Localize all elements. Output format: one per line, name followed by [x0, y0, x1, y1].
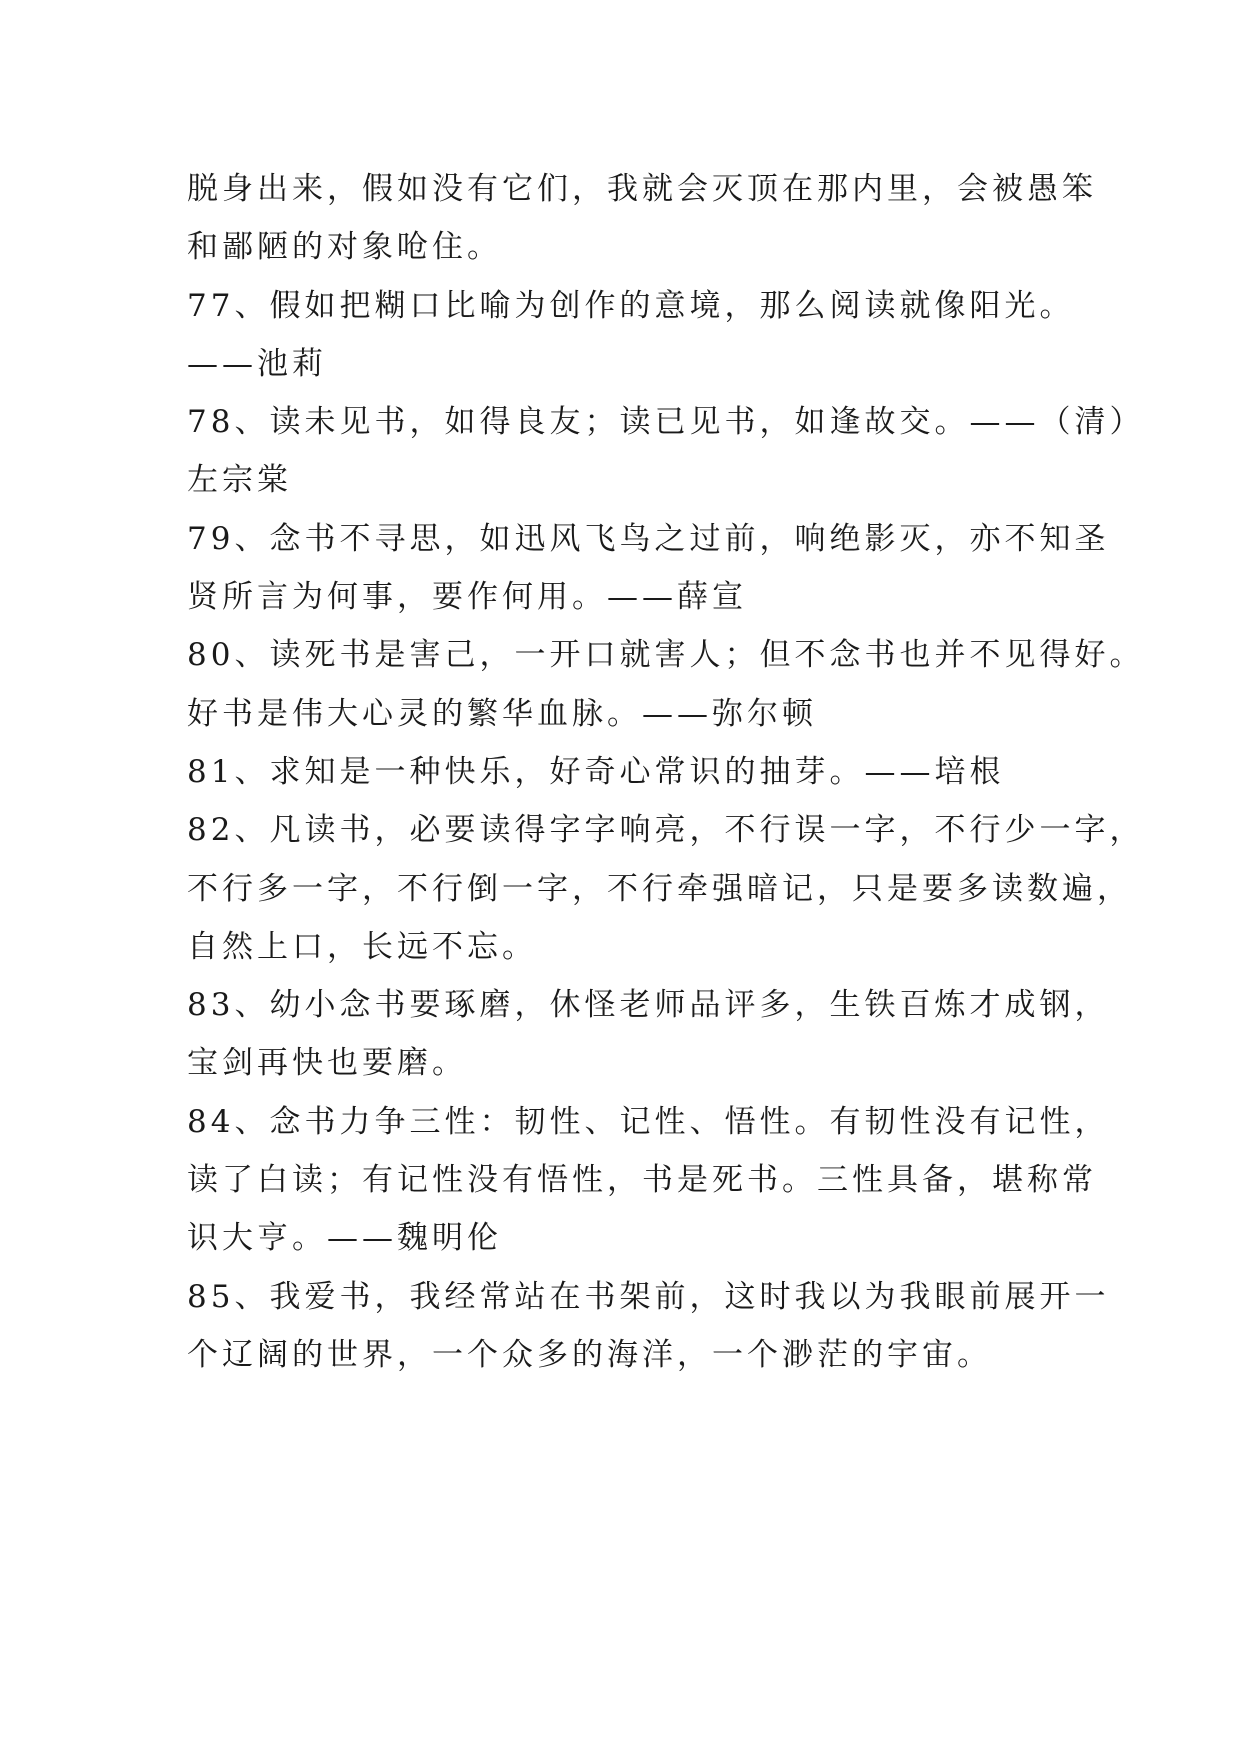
text-line: 脱身出来，假如没有它们，我就会灭顶在那内里，会被愚笨	[187, 171, 1097, 207]
text-line: 左宗棠	[187, 462, 292, 499]
text-line: 80、读死书是害己，一开口就害人；但不念书也并不见得好。	[187, 637, 1145, 674]
text-line: 不行多一字，不行倒一字，不行牵强暗记，只是要多读数遍，	[187, 870, 1132, 907]
text-line: 82、凡读书，必要读得字字响亮，不行误一字，不行少一字，	[187, 812, 1145, 849]
text-line: 识大亨。——魏明伦	[187, 1220, 502, 1257]
text-line: 85、我爱书，我经常站在书架前，这时我以为我眼前展开一	[187, 1278, 1110, 1315]
text-line: 84、念书力争三性：韧性、记性、悟性。有韧性没有记性，	[187, 1103, 1110, 1140]
text-line: 78、读未见书，如得良友；读已见书，如逢故交。——（清）	[187, 404, 1145, 441]
text-line: 好书是伟大心灵的繁华血脉。——弥尔顿	[187, 695, 817, 732]
text-line: 81、求知是一种快乐，好奇心常识的抽芽。——培根	[187, 753, 1005, 790]
text-line: 79、念书不寻思，如迅风飞鸟之过前，响绝影灭，亦不知圣	[187, 520, 1110, 557]
text-line: 和鄙陋的对象呛住。	[187, 229, 502, 266]
text-line: 贤所言为何事，要作何用。——薛宣	[187, 579, 747, 616]
text-line: 83、幼小念书要琢磨，休怪老师品评多，生铁百炼才成钢，	[187, 987, 1110, 1024]
text-line: 77、假如把糊口比喻为创作的意境，那么阅读就像阳光。	[187, 287, 1075, 324]
text-line: 个辽阔的世界，一个众多的海洋，一个渺茫的宇宙。	[187, 1336, 992, 1373]
text-line: ——池莉	[187, 345, 327, 382]
document-body	[187, 160, 1145, 1384]
text-line: 自然上口，长远不忘。	[187, 928, 537, 965]
text-line: 宝剑再快也要磨。	[187, 1045, 467, 1082]
text-line: 读了白读；有记性没有悟性，书是死书。三性具备，堪称常	[187, 1162, 1097, 1199]
